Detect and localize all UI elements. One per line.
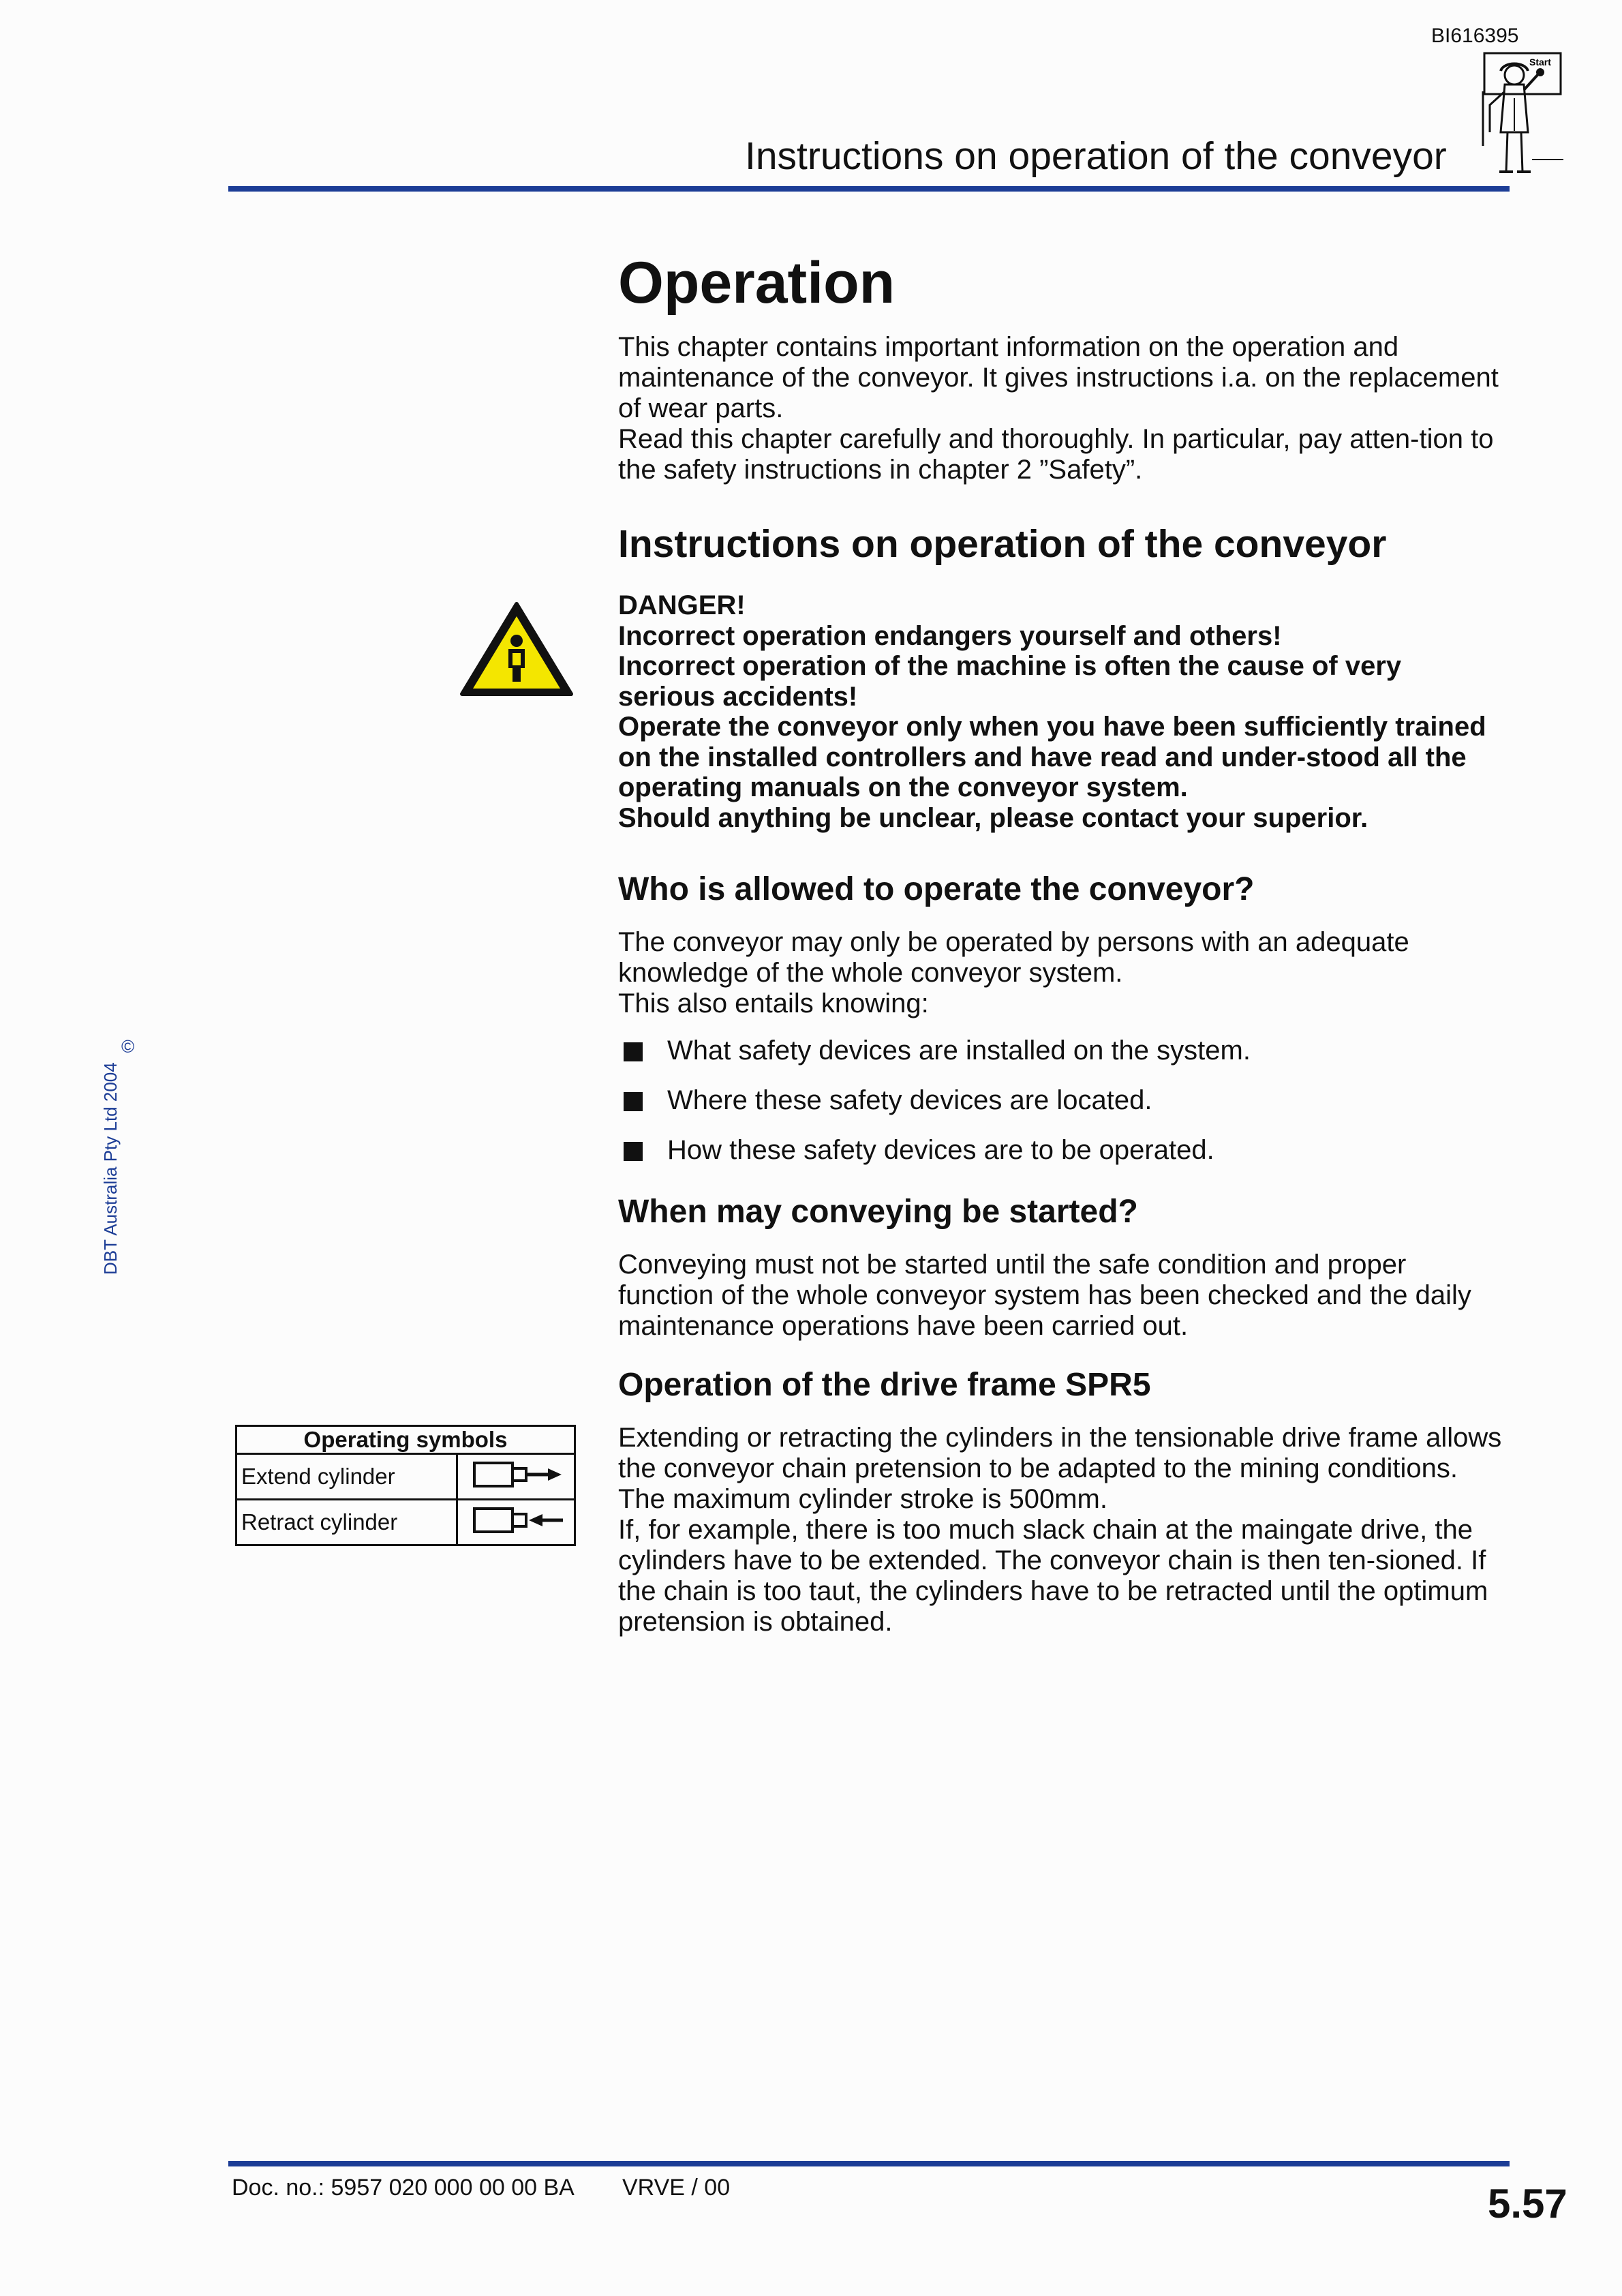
page-number: 5.57 [1488,2181,1567,2226]
copyright-symbol: © [121,1036,135,1057]
list-item-text: What safety devices are installed on the system. [667,1036,1251,1066]
table-row [236,1500,575,1545]
who-title: Who is allowed to operate the conveyor? [618,871,1255,907]
footer-version: VRVE / 00 [622,2175,731,2201]
drive-paragraph: Extending or retracting the cylinders in the tensionable drive frame allows the conveyor chain pretension to be adapted to the mining conditions. The maximum cylinder stroke is 500mm. [618,1423,1502,1514]
operator-start-icon [1480,50,1565,187]
document-id: BI616395 [1431,25,1519,47]
list-item [618,1036,1504,1085]
when-paragraph: Conveying must not be started until the safe condition and proper function of the whole conveyor system has been checked and the daily maintenance operations have been carried out. [618,1250,1471,1341]
intro-text [618,332,1504,485]
header-rule [228,186,1510,192]
when-text [618,1250,1504,1342]
danger-line: Incorrect operation endangers yourself and others! [618,620,1282,651]
symbol-label: Extend cylinder [236,1454,457,1500]
list-item-text: How these safety devices are to be operated. [667,1135,1214,1165]
logo-start-label: Start [1529,57,1551,67]
copyright-notice [95,1029,135,1275]
table-row [236,1454,575,1500]
page-title: Operation [618,250,896,316]
safety-device-list [618,1036,1504,1185]
when-title: When may conveying be started? [618,1194,1138,1230]
danger-line: Should anything be unclear, please contact your superior. [618,802,1368,833]
footer-doc-number: Doc. no.: 5957 020 000 00 00 BA [232,2175,575,2201]
drive-text [618,1423,1504,1637]
bullet-square-icon [624,1042,643,1061]
who-text [618,927,1504,1019]
list-item-text: Where these safety devices are located. [667,1085,1152,1115]
intro-paragraph-2: Read this chapter carefully and thoroughly. In particular, pay atten-tion to the safety instructions in chapter 2 ”Safety”. [618,424,1494,485]
table-header: Operating symbols [236,1426,575,1454]
list-item [618,1085,1504,1135]
retract-cylinder-icon [457,1500,575,1545]
danger-notice [618,590,1504,833]
drive-title: Operation of the drive frame SPR5 [618,1367,1151,1403]
danger-line: Operate the conveyor only when you have been sufficiently trained on the installed controllers and have read and under-stood all the operating manuals on the conveyor system. [618,712,1486,802]
symbol-label: Retract cylinder [236,1500,457,1545]
who-paragraph: This also entails knowing: [618,988,929,1018]
bullet-square-icon [624,1092,643,1111]
danger-line: Incorrect operation of the machine is often the cause of very serious accidents! [618,651,1402,712]
operating-symbols-table [235,1425,576,1546]
warning-triangle-icon [458,600,575,698]
who-paragraph: The conveyor may only be operated by persons with an adequate knowledge of the whole conveyor system. [618,927,1409,988]
copyright-label: DBT Australia Pty Ltd 2004 [100,1062,121,1275]
section-title: Instructions on operation of the conveyor [618,522,1387,566]
bullet-square-icon [624,1142,643,1161]
running-header-title: Instructions on operation of the conveyor [745,134,1447,178]
list-item [618,1135,1504,1185]
danger-label: DANGER! [618,590,746,620]
drive-paragraph: If, for example, there is too much slack chain at the maingate drive, the cylinders have to be extended. The conveyor chain is then ten-sioned. If the chain is too taut, the cylinders have to be retracted until the optimum pretension is obtained. [618,1515,1488,1637]
footer-rule [228,2161,1510,2166]
intro-paragraph-1: This chapter contains important information on the operation and maintenance of the conveyor. It gives instructions i.a. on the replacement of wear parts. [618,332,1499,423]
extend-cylinder-icon [457,1454,575,1500]
